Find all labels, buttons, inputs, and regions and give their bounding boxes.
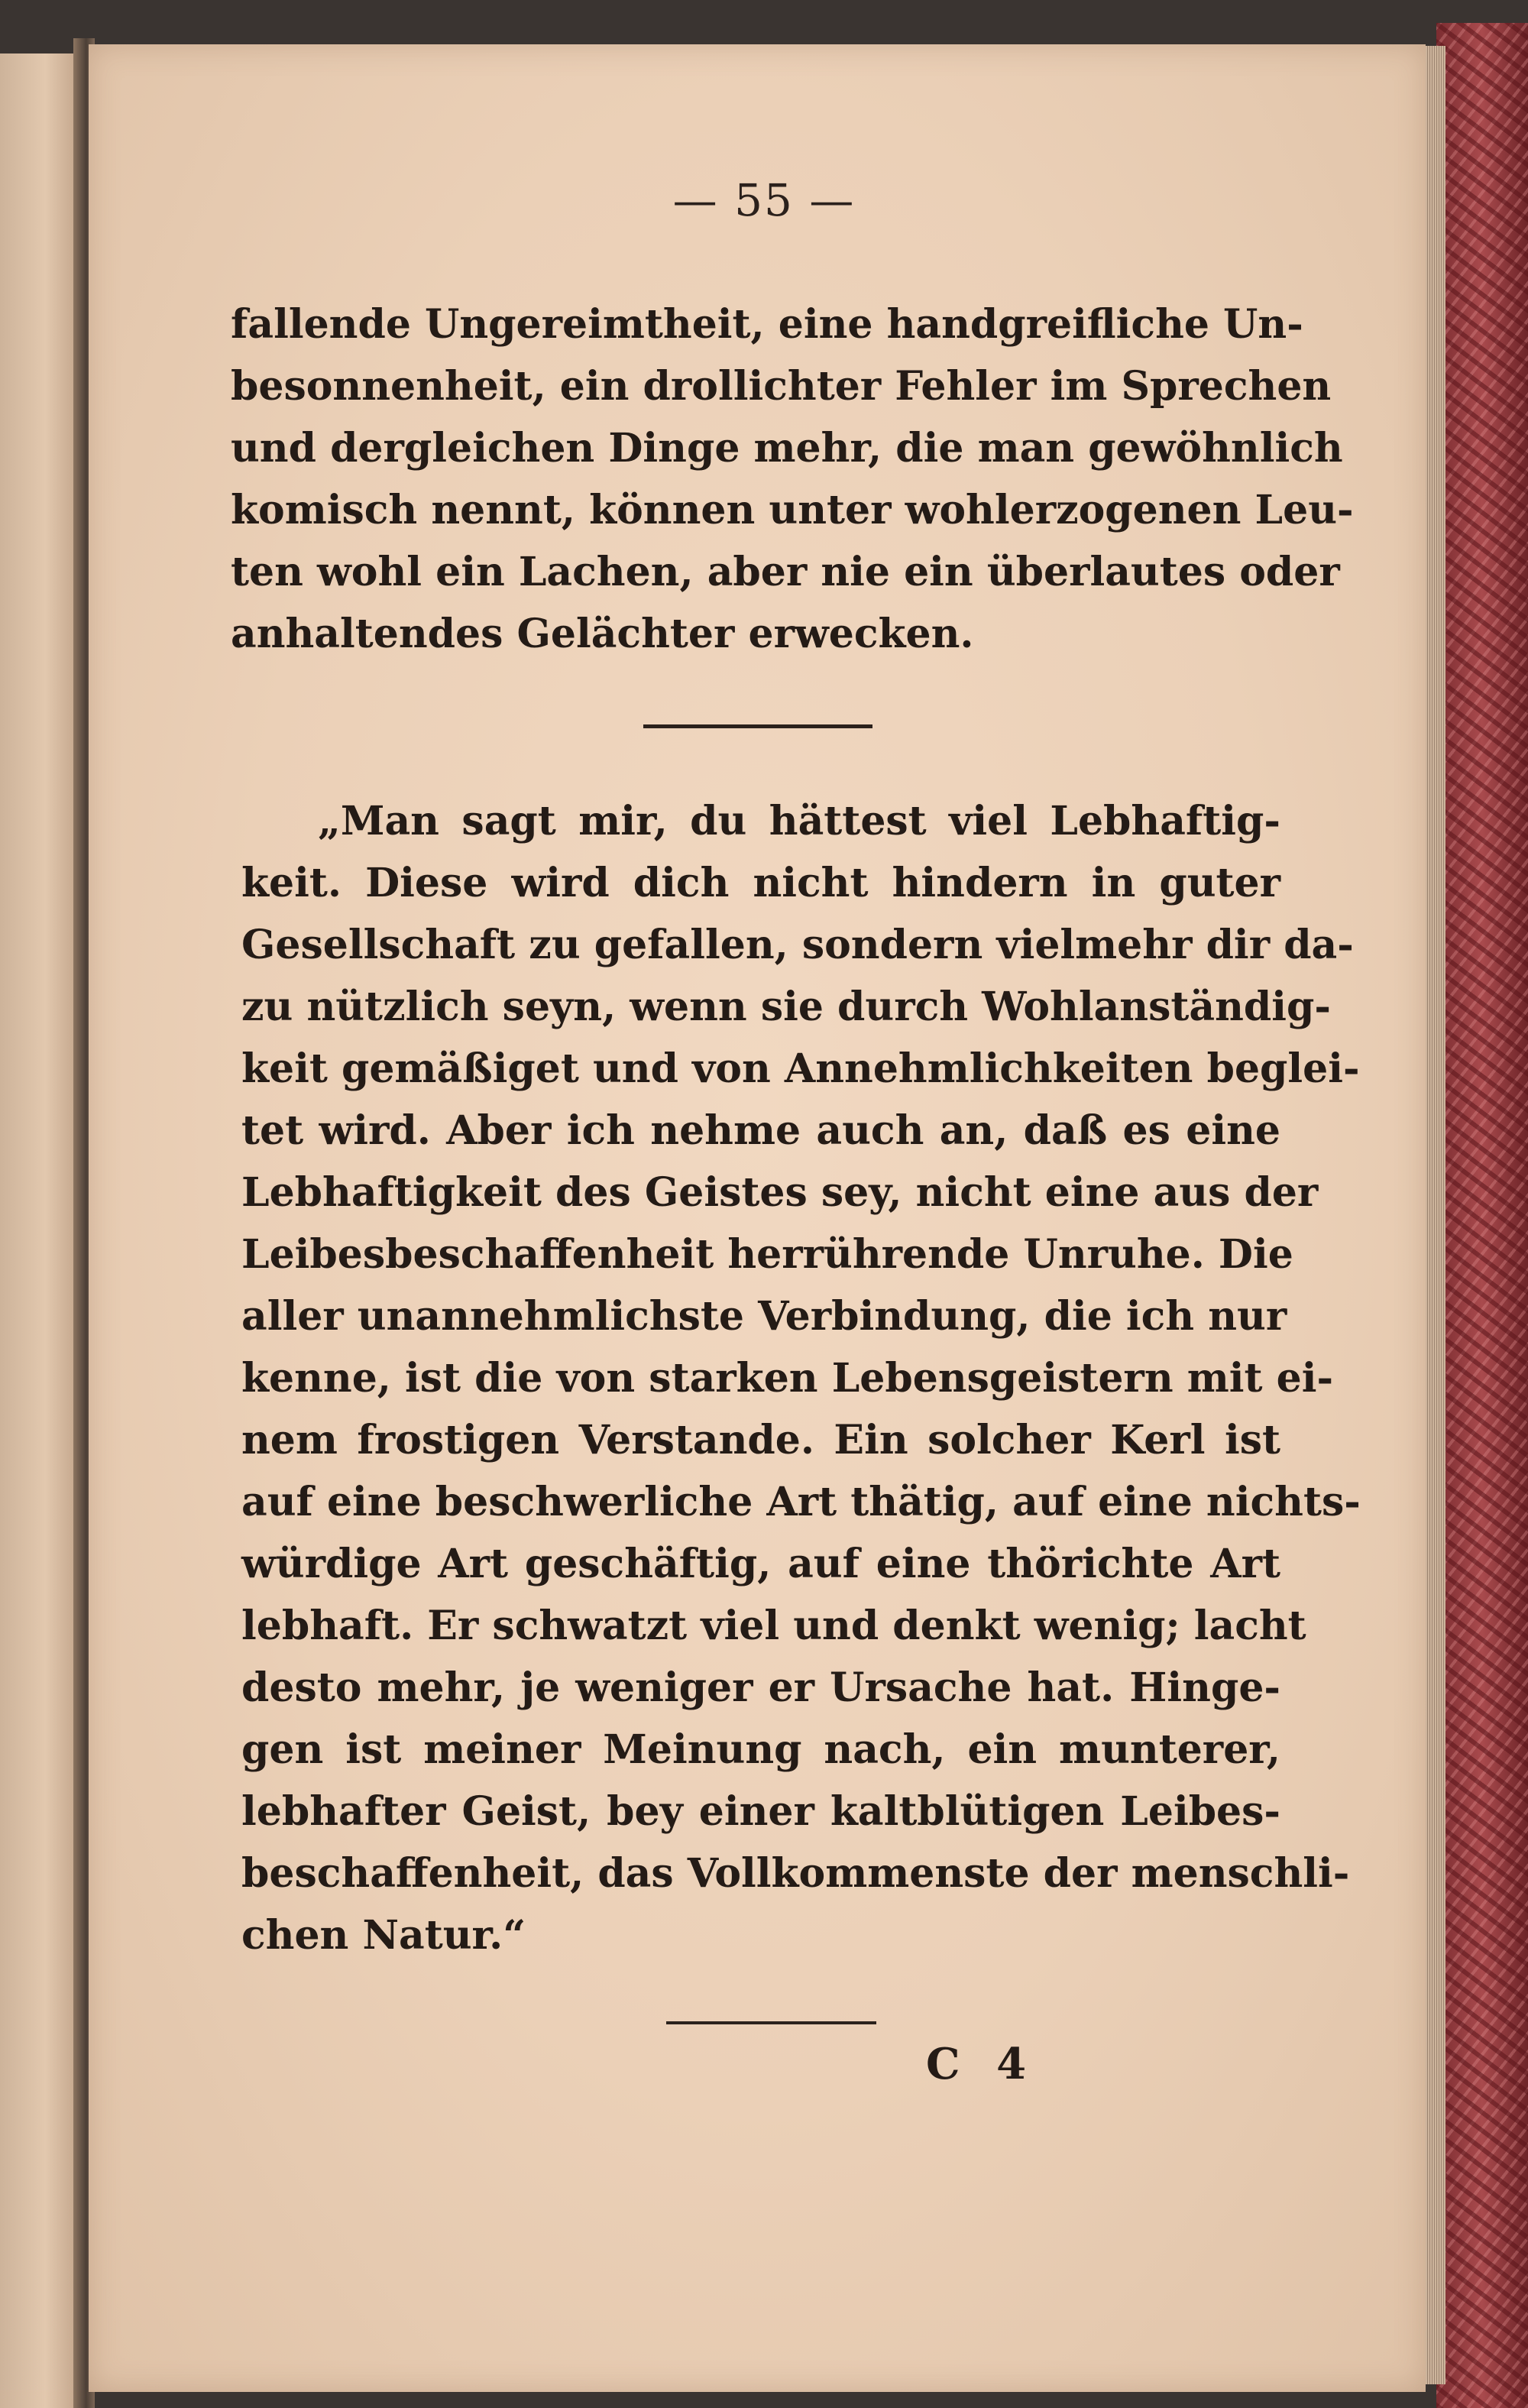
text-line: kenne, ist die von starken Lebensgeistern mit ei- [241, 1355, 1334, 1402]
text-line: Leibesbeschaffenheit herrührende Unruhe. Die [241, 1231, 1293, 1278]
text-line: „Man sagt mir, du hättest viel Lebhaftig- [318, 798, 1280, 844]
text-line: lebhafter Geist, bey einer kaltblütigen Leibes- [241, 1788, 1280, 1835]
text-line: anhaltendes Gelächter erwecken. [231, 611, 974, 657]
text-line: lebhaft. Er schwatzt viel und denkt wenig; lacht [241, 1603, 1306, 1649]
text-line: beschaffenheit, das Vollkommenste der menschli- [241, 1850, 1350, 1897]
section-divider [643, 724, 872, 728]
text-line: Gesellschaft zu gefallen, sondern vielmehr dir da- [241, 922, 1354, 968]
paragraph-2 [241, 790, 1361, 1966]
text-line: desto mehr, je weniger er Ursache hat. Hinge- [241, 1664, 1280, 1711]
page-number: — 55 — [672, 174, 856, 226]
text-line: gen ist meiner Meinung nach, ein munterer, [241, 1726, 1280, 1773]
text-line: würdige Art geschäftig, auf eine thörichte Art [241, 1541, 1280, 1587]
text-line: ten wohl ein Lachen, aber nie ein überlautes oder [231, 549, 1340, 595]
text-line: chen Natur.“ [241, 1912, 526, 1959]
text-line: keit gemäßiget und von Annehmlichkeiten beglei- [241, 1045, 1360, 1092]
text-line: aller unannehmlichste Verbindung, die ich nur [241, 1293, 1287, 1340]
text-line: nem frostigen Verstande. Ein solcher Kerl ist [241, 1417, 1280, 1463]
text-line: keit. Diese wird dich nicht hindern in guter [241, 860, 1280, 906]
text-line: zu nützlich seyn, wenn sie durch Wohlanständig- [241, 984, 1331, 1030]
text-line: komisch nennt, können unter wohlerzogenen Leu- [231, 487, 1354, 533]
text-line: und dergleichen Dinge mehr, die man gewöhnlich [231, 425, 1343, 472]
text-line: tet wird. Aber ich nehme auch an, daß es eine [241, 1107, 1280, 1154]
text-line: fallende Ungereimtheit, eine handgreifliche Un- [231, 301, 1303, 348]
text-line: Lebhaftigkeit des Geistes sey, nicht eine aus der [241, 1169, 1319, 1216]
text-line: besonnenheit, ein drollichter Fehler im Sprechen [231, 363, 1332, 410]
previous-page-edge [0, 53, 83, 2408]
end-divider [666, 2021, 876, 2024]
text-line: auf eine beschwerliche Art thätig, auf eine nichts- [241, 1479, 1361, 1525]
paragraph-1 [231, 293, 1354, 665]
marbled-cover-edge [1436, 23, 1528, 2408]
printer-signature-mark: C 4 [926, 2039, 1038, 2089]
